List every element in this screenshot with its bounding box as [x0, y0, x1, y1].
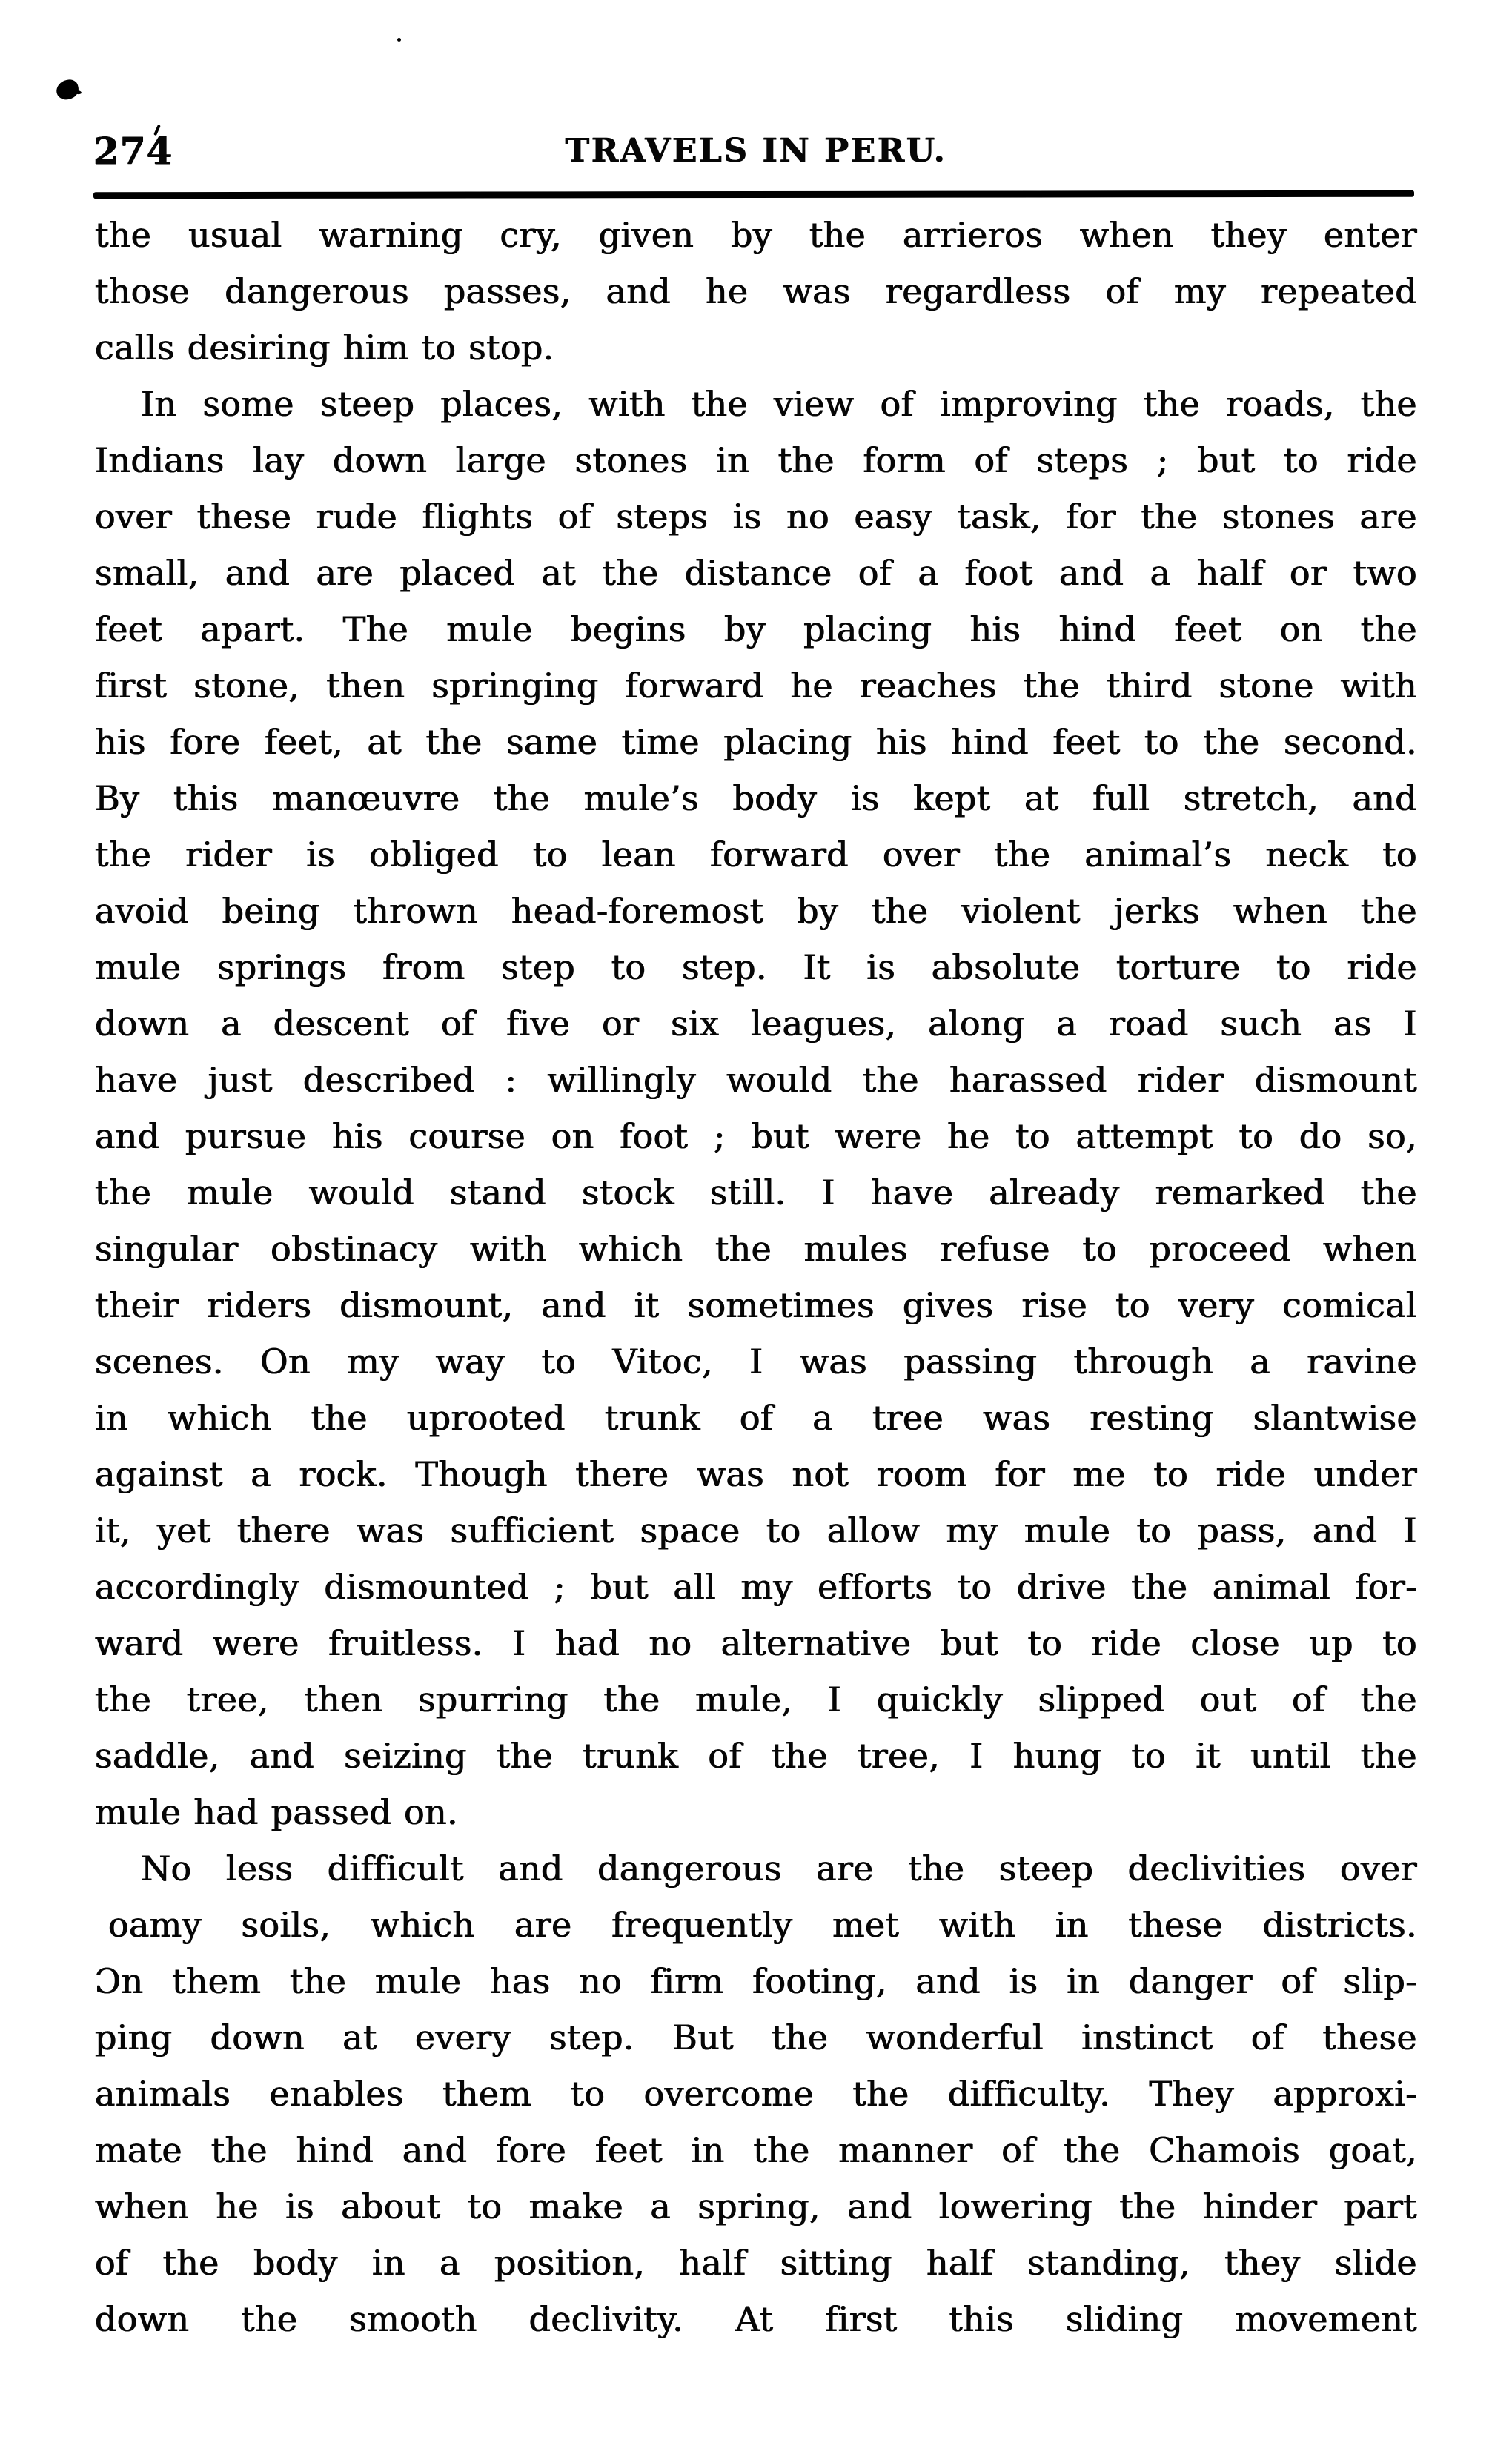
text-line: In some steep places, with the view of improving the roads, the: [141, 384, 1417, 424]
text-line: singular obstinacy with which the mules refuse to proceed when: [95, 1229, 1417, 1269]
text-line: down a descent of five or six leagues, along a road such as I: [95, 1004, 1417, 1044]
text-line: down the smooth declivity. At first this sliding movement: [95, 2299, 1417, 2339]
text-line: By this manœuvre the mule’s body is kept at full stretch, and: [95, 778, 1417, 818]
text-line: Indians lay down large stones in the form of steps ; but to ride: [95, 440, 1417, 480]
text-line: ward were fruitless. I had no alternative but to ride close up to: [95, 1623, 1417, 1663]
text-line: small, and are placed at the distance of a foot and a half or two: [95, 553, 1417, 593]
text-line: and pursue his course on foot ; but were he to attempt to do so,: [95, 1116, 1417, 1156]
header-rule: [93, 190, 1414, 199]
text-line: Ɔn them the mule has no firm footing, and is in danger of slip-: [95, 1961, 1417, 2001]
text-line: the mule would stand stock still. I have already remarked the: [95, 1173, 1417, 1213]
text-line: scenes. On my way to Vitoc, I was passing through a ravine: [95, 1342, 1417, 1382]
text-line: No less difficult and dangerous are the steep declivities over: [141, 1849, 1417, 1889]
text-line: avoid being thrown head-foremost by the violent jerks when the: [95, 891, 1417, 931]
text-line: their riders dismount, and it sometimes gives rise to very comical: [95, 1285, 1417, 1325]
text-line: animals enables them to overcome the difficulty. They approxi-: [95, 2074, 1417, 2114]
text-line: those dangerous passes, and he was regardless of my repeated: [95, 271, 1417, 311]
text-line: ping down at every step. But the wonderful instinct of these: [95, 2017, 1417, 2058]
text-line: in which the uprooted trunk of a tree was resting slantwise: [95, 1398, 1417, 1438]
text-line: have just described : willingly would the harassed rider dismount: [95, 1060, 1417, 1100]
text-line: mate the hind and fore feet in the manner of the Chamois goat,: [95, 2130, 1417, 2170]
text-line: accordingly dismounted ; but all my efforts to drive the animal for-: [95, 1567, 1417, 1607]
text-line: calls desiring him to stop.: [95, 328, 554, 368]
text-line: against a rock. Though there was not room for me to ride under: [95, 1454, 1417, 1494]
text-line: the usual warning cry, given by the arrieros when they enter: [95, 215, 1417, 255]
text-line: mule springs from step to step. It is absolute torture to ride: [95, 947, 1417, 987]
running-title: TRAVELS IN PERU.: [565, 132, 947, 170]
text-line: feet apart. The mule begins by placing his hind feet on the: [95, 609, 1417, 649]
text-line: the rider is obliged to lean forward over the animal’s neck to: [95, 835, 1417, 875]
ink-dot: [397, 38, 401, 42]
text-line: his fore feet, at the same time placing his hind feet to the second.: [95, 722, 1417, 762]
page-number: 274: [93, 129, 173, 173]
text-line: oamy soils, which are frequently met with in these districts.: [108, 1905, 1417, 1945]
text-line: mule had passed on.: [95, 1792, 458, 1832]
body-text: [95, 207, 1417, 2347]
text-line: over these rude flights of steps is no easy task, for the stones are: [95, 497, 1417, 537]
text-line: it, yet there was sufficient space to allow my mule to pass, and I: [95, 1511, 1417, 1551]
text-line: when he is about to make a spring, and lowering the hinder part: [95, 2186, 1417, 2227]
text-line: of the body in a position, half sitting half standing, they slide: [95, 2243, 1417, 2283]
text-line: saddle, and seizing the trunk of the tree, I hung to it until the: [95, 1736, 1417, 1776]
text-line: the tree, then spurring the mule, I quickly slipped out of the: [95, 1680, 1417, 1720]
text-line: first stone, then springing forward he reaches the third stone with: [95, 666, 1417, 706]
